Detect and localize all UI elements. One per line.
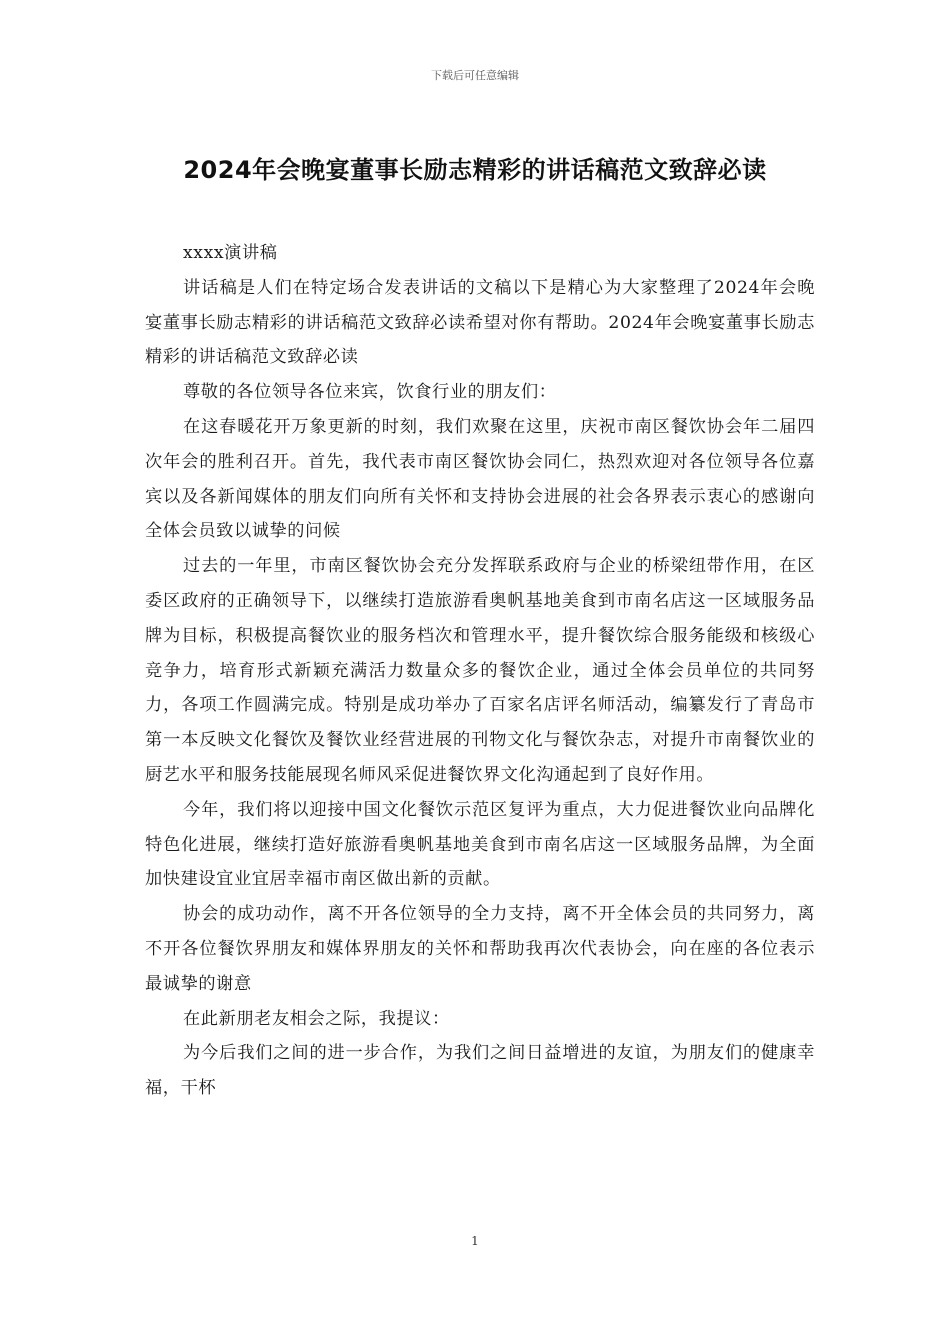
- paragraph: 过去的一年里，市南区餐饮协会充分发挥联系政府与企业的桥梁纽带作用，在区委区政府的正确领导下，以继续打造旅游看奥帆基地美食到市南名店这一区域服务品牌为目标，积极提高餐饮业的服务档次和管理水平，提升餐饮综合服务能级和核级心竞争力，培育形式新颖充满活力数量众多的餐饮企业，通过全体会员单位的共同努力，各项工作圆满完成。特别是成功举办了百家名店评名师活动，编纂发行了青岛市第一本反映文化餐饮及餐饮业经营进展的刊物文化与餐饮杂志，对提升市南餐饮业的厨艺水平和服务技能展现名师风采促进餐饮界文化沟通起到了良好作用。: [145, 556, 815, 785]
- document-body: [145, 236, 815, 1106]
- paragraph: 在这春暖花开万象更新的时刻，我们欢聚在这里，庆祝市南区餐饮协会年二届四次年会的胜利召开。首先，我代表市南区餐饮协会同仁，热烈欢迎对各位领导各位嘉宾以及各新闻媒体的朋友们向所有关怀和支持协会进展的社会各界表示衷心的感谢向全体会员致以诚挚的问候: [145, 416, 815, 542]
- paragraph-salutation: 尊敬的各位领导各位来宾，饮食行业的朋友们：: [183, 382, 557, 403]
- paragraph-toast: 为今后我们之间的进一步合作，为我们之间日益增进的友谊，为朋友们的健康幸福，干杯: [145, 1043, 815, 1099]
- document-title: 2024年会晚宴董事长励志精彩的讲话稿范文致辞必读: [183, 156, 767, 184]
- paragraph-intro-label: xxxx演讲稿: [183, 243, 278, 263]
- paragraph: 今年，我们将以迎接中国文化餐饮示范区复评为重点，大力促进餐饮业向品牌化特色化进展，继续打造好旅游看奥帆基地美食到市南名店这一区域服务品牌，为全面加快建设宜业宜居幸福市南区做出新的贡献。: [145, 799, 815, 890]
- paragraph: 讲话稿是人们在特定场合发表讲话的文稿以下是精心为大家整理了2024年会晚宴董事长励志精彩的讲话稿范文致辞必读希望对你有帮助。2024年会晚宴董事长励志精彩的讲话稿范文致辞必读: [145, 277, 815, 368]
- paragraph: 协会的成功动作，离不开各位领导的全力支持，离不开全体会员的共同努力，离不开各位餐饮界朋友和媒体界朋友的关怀和帮助我再次代表协会，向在座的各位表示最诚挚的谢意: [145, 904, 815, 994]
- paragraph: 在此新朋老友相会之际，我提议：: [183, 1008, 450, 1029]
- header-note: 下载后可任意编辑: [431, 69, 519, 82]
- page-number: 1: [471, 1234, 479, 1248]
